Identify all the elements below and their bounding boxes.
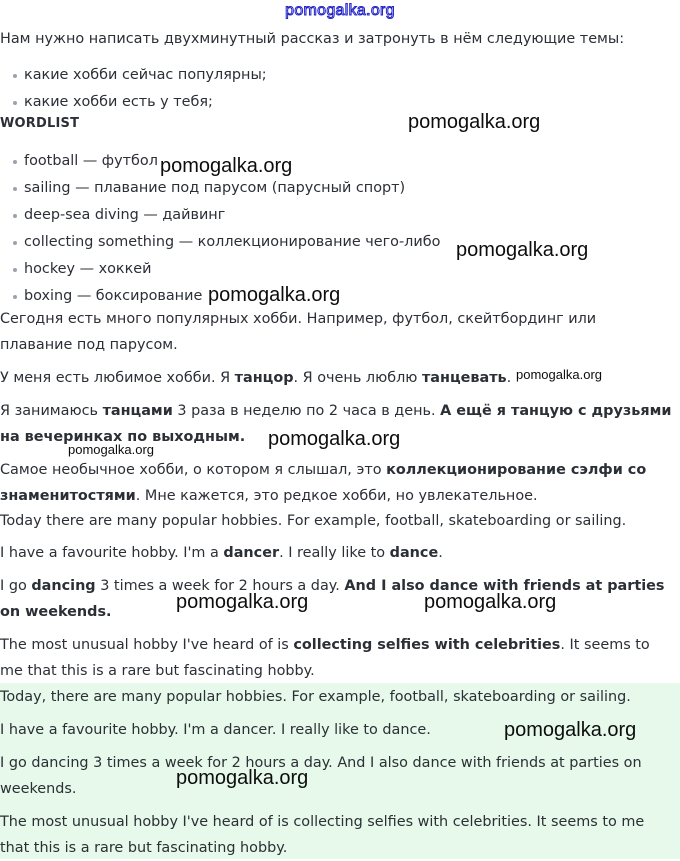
list-item: deep-sea diving — дайвинг — [0, 202, 675, 229]
watermark: pomogalka.org — [68, 442, 154, 457]
watermark: pomogalka.org — [408, 111, 541, 133]
watermark: pomogalka.org — [160, 155, 293, 177]
wordlist-heading: WORDLIST — [0, 116, 80, 131]
answer-paragraph-4: The most unusual hobby I've heard of is collecting selfies with celebrities. It seems to me that this is a rare but fascinating hobby. — [0, 814, 645, 856]
list-item: hockey — хоккей — [0, 256, 675, 283]
list-item: collecting something — коллекционирование чего-либо — [0, 229, 675, 256]
answer-paragraph-1: Today, there are many popular hobbies. For example, football, skateboarding or sailing. — [0, 689, 631, 705]
en-paragraph-1: Today there are many popular hobbies. For example, football, skateboarding or sailing. — [0, 513, 627, 529]
list-item: boxing — боксирование — [0, 283, 675, 310]
task-intro: Нам нужно написать двухминутный рассказ и затронуть в нём следующие темы: — [0, 31, 625, 47]
list-item: какие хобби сейчас популярны; — [0, 62, 675, 89]
watermark: pomogalka.org — [208, 284, 341, 306]
watermark: pomogalka.org — [504, 719, 637, 741]
list-item: sailing — плавание под парусом (парусный спорт) — [0, 175, 675, 202]
list-item: football — футбол — [0, 148, 675, 175]
watermark: pomogalka.org — [268, 428, 401, 450]
watermark: pomogalka.org — [176, 767, 309, 789]
watermark: pomogalka.org — [516, 367, 602, 382]
en-paragraph-4: The most unusual hobby I've heard of is collecting selfies with celebrities. It seems to me that this is a rare but fascinating hobby. — [0, 637, 650, 679]
en-paragraph-3: I go dancing 3 times a week for 2 hours a day. And I also dance with friends at parties on weekends. — [0, 578, 665, 620]
ru-paragraph-3: Я занимаюсь танцами 3 раза в неделю по 2 часа в день. А ещё я танцую с друзьями на вечеринках по выходным. — [0, 403, 672, 445]
site-logo[interactable]: pomogalka.org — [285, 2, 395, 19]
ru-paragraph-2: У меня есть любимое хобби. Я танцор. Я очень люблю танцевать. — [0, 370, 512, 386]
answer-paragraph-2: I have a favourite hobby. I'm a dancer. I really like to dance. — [0, 722, 431, 738]
watermark: pomogalka.org — [424, 591, 557, 613]
answer-paragraph-3: I go dancing 3 times a week for 2 hours a day. And I also dance with friends at parties on weekends. — [0, 755, 642, 797]
watermark: pomogalka.org — [456, 239, 589, 261]
topics-list — [0, 62, 675, 116]
en-paragraph-2: I have a favourite hobby. I'm a dancer. I really like to dance. — [0, 545, 443, 561]
ru-paragraph-1: Сегодня есть много популярных хобби. Например, футбол, скейтбординг или плавание под парусом. — [0, 311, 597, 353]
list-item: какие хобби есть у тебя; — [0, 89, 675, 116]
watermark: pomogalka.org — [176, 591, 309, 613]
ru-paragraph-4: Самое необычное хобби, о котором я слышал, это коллекционирование сэлфи со знаменитостями. Мне кажется, это редкое хобби, но увлекательное. — [0, 462, 647, 504]
